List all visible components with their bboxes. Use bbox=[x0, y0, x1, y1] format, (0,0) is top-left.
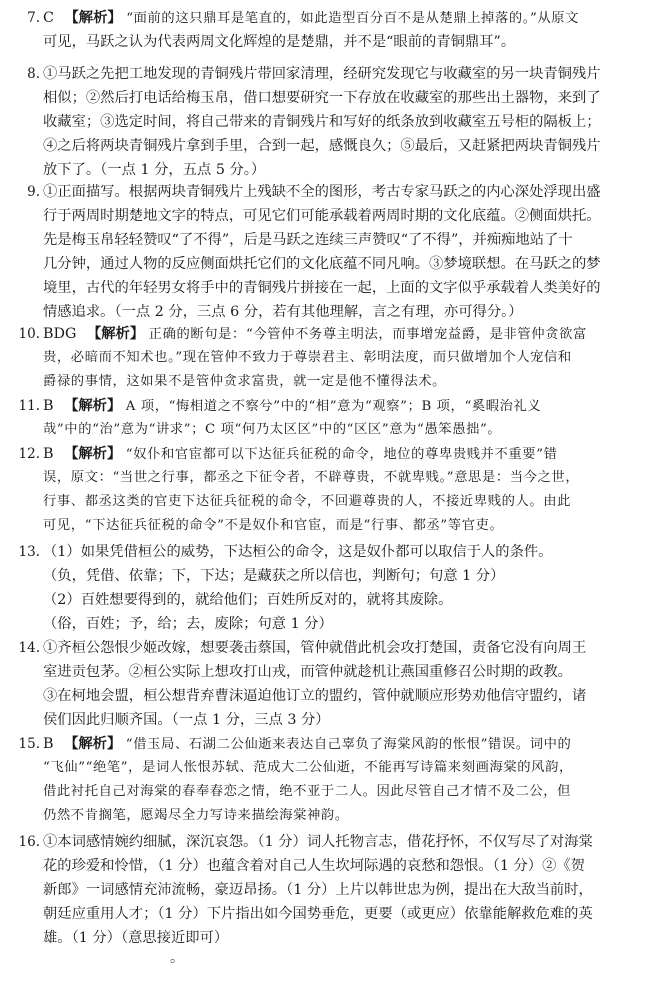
answer-line: 花的珍爱和怜惜，（1 分）也蕴含着对自己人生坎坷际遇的哀愁和怨恨。（1 分）②《贺 bbox=[43, 858, 585, 874]
answer-line: 行于两周时期楚地文字的特点，可见它们可能承载着两周时期的文化底蕴。②侧面烘托。 bbox=[43, 208, 601, 224]
answer-line: 几分钟，通过人物的反应侧面烘托它们的文化底蕴不同凡响。③梦境联想。在马跃之的梦 bbox=[43, 256, 601, 272]
analysis-tag: 【解析】 bbox=[64, 446, 122, 462]
answer-line: 侯们因此归顺齐国。（一点 1 分，三点 3 分） bbox=[43, 712, 330, 728]
answer-line bbox=[43, 732, 644, 756]
analysis-text: “奴仆和官宦都可以下达征兵征税的命令，地位的尊卑贵贱并不重要”错 bbox=[125, 447, 558, 462]
item-number: 9. bbox=[27, 184, 40, 200]
analysis-line: 爵禄的事情，这如果不是管仲贪求富贵，就一定是他不懂得法术。 bbox=[43, 374, 447, 389]
answer-line: 收藏室；③选定时间，将自己带来的青铜残片和写好的纸条放到收藏室五号柜的隔板上； bbox=[43, 114, 601, 130]
answer-line: 情感追求。（一点 2 分，三点 6 分，若有其他理解，言之有理，亦可得分。） bbox=[43, 304, 523, 320]
answer-line: ③在柯地会盟，桓公想背弃曹沫逼迫他订立的盟约，管仲就顺应形势劝他信守盟约，诸 bbox=[43, 688, 587, 704]
item-number: 11. bbox=[18, 398, 40, 414]
answer-line: （俗，百姓；予，给；去，废除；句意 1 分） bbox=[43, 616, 333, 632]
answer-line: 室进贡包茅。②桓公实际上想攻打山戎，而管仲就趁机让燕国重修召公时期的政教。 bbox=[43, 664, 572, 680]
item-number: 16. bbox=[18, 834, 40, 850]
trailing-mark: 。 bbox=[170, 950, 184, 966]
item-number: 7. bbox=[27, 10, 40, 26]
answer-line bbox=[43, 442, 644, 466]
answer-line: （负，凭借、依靠；下，下达；是藏获之所以信也，判断句；句意 1 分） bbox=[43, 568, 505, 584]
analysis-line: 仍然不肯搁笔，愿竭尽全力写诗来描绘海棠神韵。 bbox=[43, 808, 349, 823]
answer-line: ①正面描写。根据两块青铜残片上残缺不全的图形，考古专家马跃之的内心深处浮现出盛 bbox=[43, 184, 601, 200]
analysis-line: 误，原文：“当世之行事，都丞之下征令者，不辟尊贵，不就卑贱。”意思是：当今之世， bbox=[43, 470, 580, 485]
answer-line: ④之后将两块青铜残片拿到手里，合到一起，感慨良久；⑤最后，又赶紧把两块青铜残片 bbox=[43, 138, 601, 154]
analysis-line: 贵，必暗而不知术也。”现在管仲不致力于尊崇君主、彰明法度，而只做增加个人宠信和 bbox=[43, 350, 572, 365]
answer-line: （1）如果凭借桓公的威势，下达桓公的命令，这是奴仆都可以取信于人的条件。 bbox=[43, 544, 553, 560]
answer-line: 相似；②然后打电话给梅玉帛，借口想要研究一下存放在收藏室的那些出土器物，来到了 bbox=[43, 90, 601, 106]
answer-line: ①齐桓公怨恨少姬改嫁，想要袭击蔡国，管仲就借此机会攻打楚国，责备它没有向周王 bbox=[43, 640, 587, 656]
item-number: 8. bbox=[27, 66, 40, 82]
item-number: 14. bbox=[18, 640, 40, 656]
item-number: 13. bbox=[18, 544, 40, 560]
analysis-text: “借玉局、石湖二公仙逝来表达自己辜负了海棠风韵的怅恨”错误。词中的 bbox=[125, 737, 572, 752]
choice-answer: B bbox=[43, 398, 54, 414]
choice-answer: B bbox=[43, 446, 54, 462]
answer-line: 先是梅玉帛轻轻赞叹“了不得”，后是马跃之连续三声赞叹“了不得”，并痴痴地站了十 bbox=[43, 232, 573, 248]
analysis-text: “面前的这只鼎耳是笔直的，如此造型百分百不是从楚鼎上掉落的。”从原文 bbox=[126, 11, 580, 26]
analysis-line: 行事、都丞这类的官吏下达征兵征税的命令，不回避尊贵的人，不接近卑贱的人。由此 bbox=[43, 494, 572, 509]
analysis-line: 可见，“下达征兵征税的命令”不是奴仆和官宦，而是“行事、都丞”等官吏。 bbox=[43, 518, 504, 533]
answer-line bbox=[43, 322, 644, 346]
answer-line: 新郎》一词感情充沛流畅，豪迈昂扬。（1 分）上片以韩世忠为例，提出在大敌当前时， bbox=[43, 882, 593, 898]
answer-line: 雄。（1 分）（意思接近即可） bbox=[43, 930, 229, 946]
analysis-line: 哉”中的“治”意为“讲求”；C 项“何乃太区区”中的“区区”意为“愚笨愚拙”。 bbox=[43, 422, 502, 437]
item-number: 15. bbox=[18, 736, 40, 752]
answer-line: （2）百姓想要得到的，就给他们；百姓所反对的，就将其废除。 bbox=[43, 592, 453, 608]
choice-answer: BDG bbox=[43, 326, 77, 342]
analysis-line: 借此衬托自己对海棠的春奉春恋之情，绝不亚于二人。因此尽管自己才情不及二公，但 bbox=[43, 784, 572, 799]
item-number: 10. bbox=[18, 326, 40, 342]
analysis-text: A 项，“悔相道之不察兮”中的“相”意为“观察”；B 项，“奚暇治礼义 bbox=[125, 399, 542, 414]
answer-line: 朝廷应重用人才；（1 分）下片指出如今国势垂危，更要（或更应）依靠能解救危难的英 bbox=[43, 906, 593, 922]
analysis-tag: 【解析】 bbox=[86, 326, 145, 342]
answer-line: 可见，马跃之认为代表两周文化辉煌的是楚鼎，并不是“眼前的青铜鼎耳”。 bbox=[43, 34, 516, 50]
answer-line: 境里，古代的年轻男女将手中的青铜残片拼接在一起，上面的文字似乎承载着人类美好的 bbox=[43, 280, 601, 296]
answer-line: 放下了。（一点 1 分，五点 5 分。） bbox=[43, 162, 266, 178]
choice-answer: B bbox=[43, 736, 54, 752]
analysis-line: “飞仙”“绝笔”，是词人怅恨苏轼、范成大二公仙逝，不能再写诗篇来刻画海棠的风韵， bbox=[43, 760, 573, 775]
item-number: 12. bbox=[18, 446, 40, 462]
analysis-text: 正确的断句是：“今管仲不务尊主明法，而事增宠益爵，是非管仲贪欲富 bbox=[148, 327, 587, 342]
answer-line bbox=[43, 394, 644, 418]
answer-line bbox=[43, 6, 644, 30]
analysis-tag: 【解析】 bbox=[64, 736, 122, 752]
analysis-tag: 【解析】 bbox=[64, 10, 122, 26]
answer-line: ①本词感情婉约细腻，深沉哀怨。（1 分）词人托物言志，借花抒怀，不仅写尽了对海棠 bbox=[43, 834, 593, 850]
choice-answer: C bbox=[43, 10, 54, 26]
analysis-tag: 【解析】 bbox=[64, 398, 122, 414]
answer-line: ①马跃之先把工地发现的青铜残片带回家清理，经研究发现它与收藏室的另一块青铜残片 bbox=[43, 66, 601, 82]
